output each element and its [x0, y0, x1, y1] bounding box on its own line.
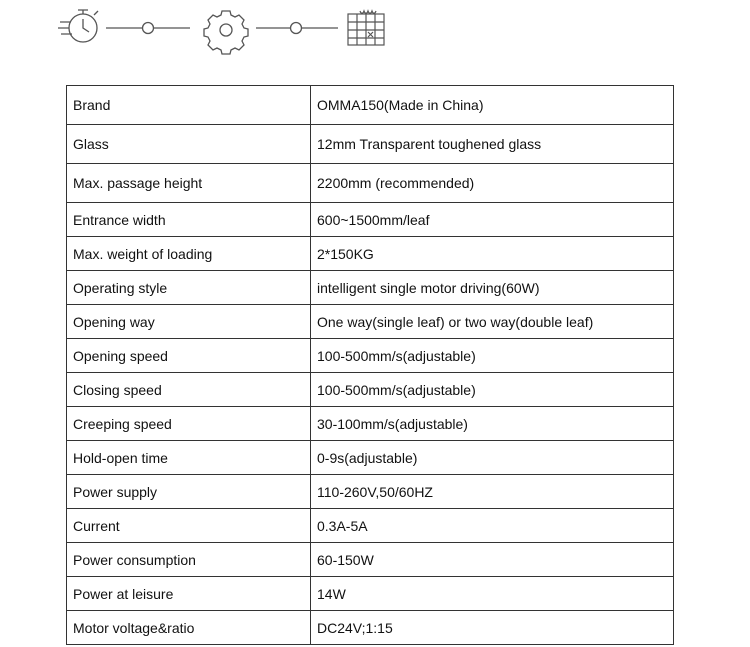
spec-label: Power consumption	[67, 543, 311, 577]
spec-value: 2200mm (recommended)	[311, 164, 674, 203]
spec-label: Operating style	[67, 271, 311, 305]
table-row	[67, 577, 674, 611]
spec-label: Max. passage height	[67, 164, 311, 203]
spec-label: Opening speed	[67, 339, 311, 373]
calendar-grid-icon	[348, 11, 384, 45]
specification-table	[66, 85, 674, 645]
table-row	[67, 203, 674, 237]
spec-label: Power at leisure	[67, 577, 311, 611]
table-row	[67, 164, 674, 203]
spec-value: intelligent single motor driving(60W)	[311, 271, 674, 305]
spec-value: 600~1500mm/leaf	[311, 203, 674, 237]
spec-label: Opening way	[67, 305, 311, 339]
spec-value: One way(single leaf) or two way(double leaf)	[311, 305, 674, 339]
stopwatch-icon	[58, 10, 98, 42]
spec-label: Brand	[67, 86, 311, 125]
connector-line-icon	[106, 23, 190, 34]
gear-icon	[204, 11, 248, 54]
table-row	[67, 509, 674, 543]
spec-value: 100-500mm/s(adjustable)	[311, 373, 674, 407]
spec-value: 60-150W	[311, 543, 674, 577]
spec-value: 14W	[311, 577, 674, 611]
spec-label: Power supply	[67, 475, 311, 509]
spec-label: Glass	[67, 125, 311, 164]
spec-label: Entrance width	[67, 203, 311, 237]
table-row	[67, 86, 674, 125]
table-row	[67, 271, 674, 305]
spec-value: 0-9s(adjustable)	[311, 441, 674, 475]
spec-value: 30-100mm/s(adjustable)	[311, 407, 674, 441]
spec-label: Hold-open time	[67, 441, 311, 475]
spec-label: Closing speed	[67, 373, 311, 407]
spec-label: Creeping speed	[67, 407, 311, 441]
spec-value: OMMA150(Made in China)	[311, 86, 674, 125]
table-row	[67, 475, 674, 509]
table-row	[67, 407, 674, 441]
table-row	[67, 611, 674, 645]
table-row	[67, 373, 674, 407]
table-row	[67, 125, 674, 164]
table-row	[67, 543, 674, 577]
spec-value: 12mm Transparent toughened glass	[311, 125, 674, 164]
table-row	[67, 237, 674, 271]
spec-label: Motor voltage&ratio	[67, 611, 311, 645]
spec-value: 2*150KG	[311, 237, 674, 271]
table-row	[67, 305, 674, 339]
table-row	[67, 441, 674, 475]
spec-label: Current	[67, 509, 311, 543]
spec-value: 110-260V,50/60HZ	[311, 475, 674, 509]
connector-line-icon	[256, 23, 338, 34]
spec-value: DC24V;1:15	[311, 611, 674, 645]
table-row	[67, 339, 674, 373]
spec-value: 0.3A-5A	[311, 509, 674, 543]
spec-label: Max. weight of loading	[67, 237, 311, 271]
process-icon-strip	[0, 0, 750, 60]
spec-value: 100-500mm/s(adjustable)	[311, 339, 674, 373]
